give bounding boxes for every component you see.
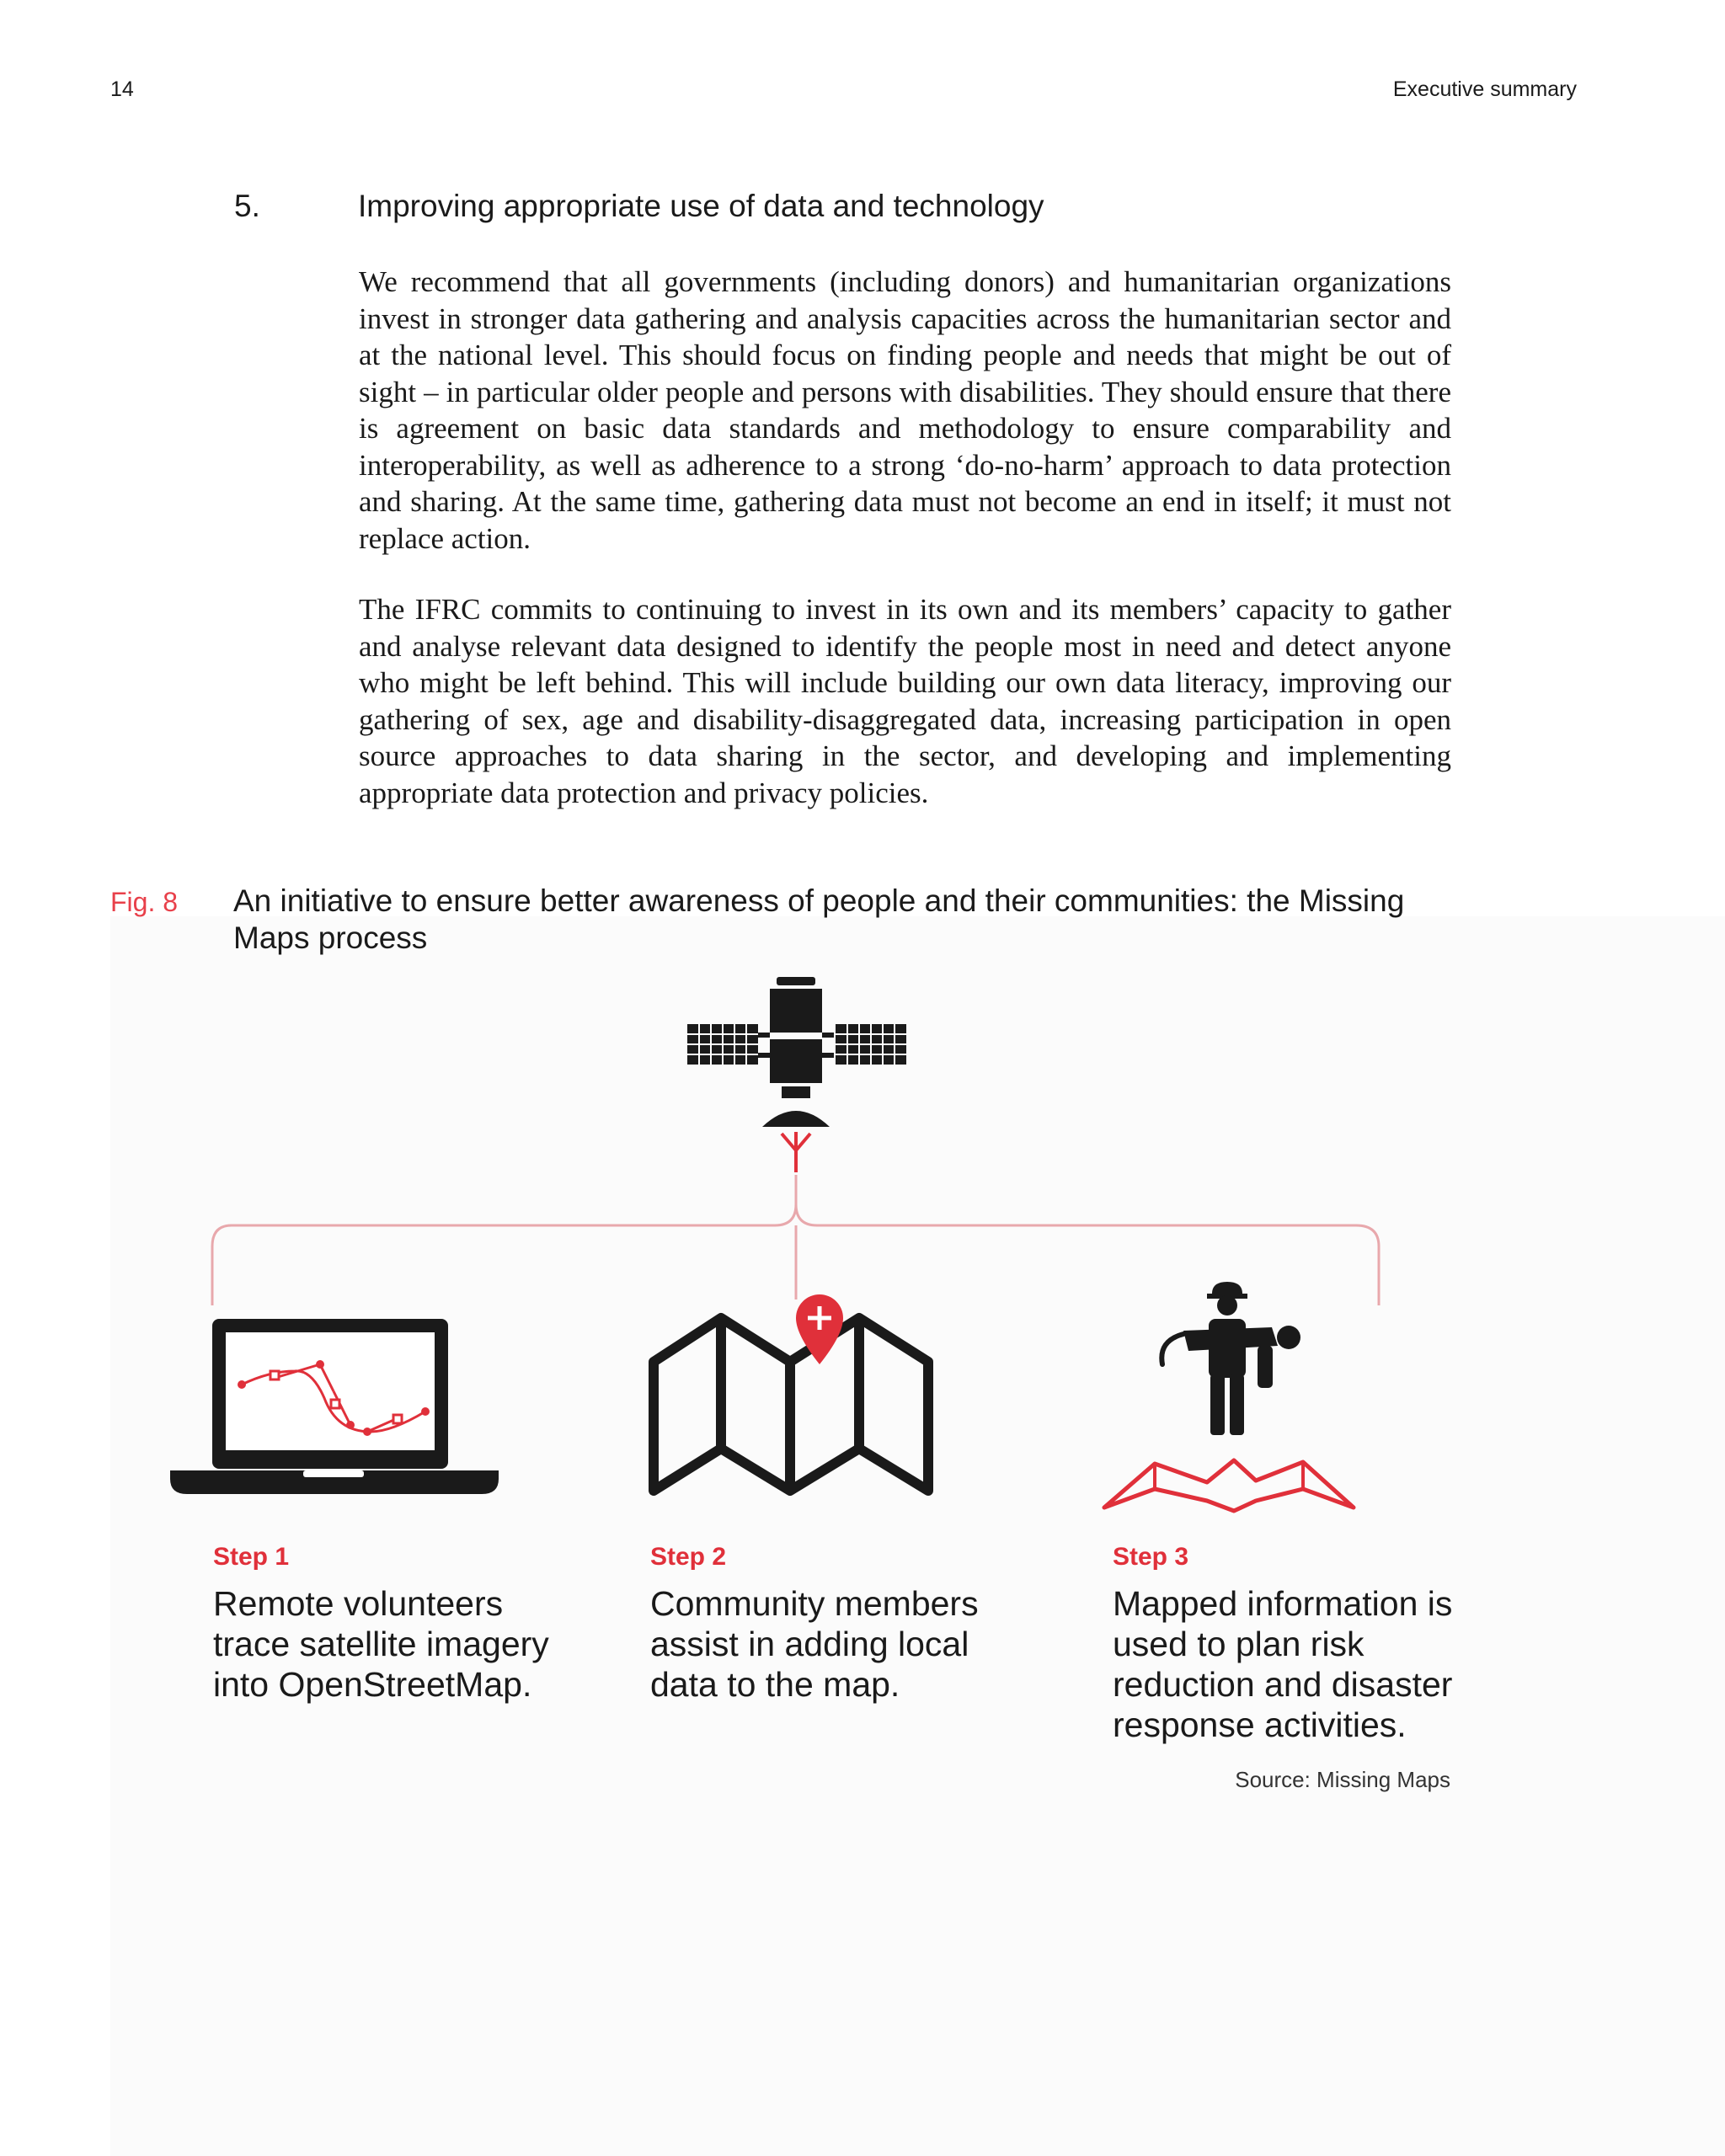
section-number: 5. <box>234 189 260 223</box>
step-2-text: Community members assist in adding local data to the map. <box>650 1584 979 1704</box>
laptop-icon <box>168 1314 505 1499</box>
running-head: Executive summary <box>1392 77 1577 101</box>
map-pin-icon <box>649 1284 935 1499</box>
figure-label: Fig. 8 <box>110 887 179 917</box>
page-number: 14 <box>110 77 134 101</box>
rescuer-icon <box>1099 1280 1360 1512</box>
step-1-text: Remote volunteers trace satellite imagery into OpenStreetMap. <box>213 1584 549 1704</box>
figure-caption: An initiative to ensure better awareness of people and their communities: the Missing Maps process <box>233 883 1405 955</box>
figure-source: Source: Missing Maps <box>1235 1767 1450 1792</box>
body-paragraph-2: The IFRC commits to continuing to invest in its own and its members’ capacity to gather and analyse relevant data designed to identify the people most in need and detect anyone who might be left behind. This will include building our own data literacy, improving our gathering of sex, age and disability-disaggregated data, increasing participation in open source approaches to data sharing in the sector, and developing and implementing appropriate data protection and privacy policies. <box>359 593 1451 809</box>
step-2-label: Step 2 <box>650 1543 727 1571</box>
step-3-text: Mapped information is used to plan risk reduction and disaster response activities. <box>1113 1584 1453 1744</box>
step-3-label: Step 3 <box>1113 1543 1189 1571</box>
figure-panel <box>110 916 1725 2156</box>
satellite-icon <box>682 977 910 1179</box>
body-paragraph-1: We recommend that all governments (including donors) and humanitarian organizations invest in stronger data gathering and analysis capacities across the humanitarian sector and at the national level. This should focus on finding people and needs that might be out of sight – in particular older people and persons with disabilities. They should ensure that there is agreement on basic data standards and methodology to ensure comparability and interoperability, as well as adherence to a strong ‘do-no-harm’ approach to data protection and sharing. At the same time, gathering data must not become an end in itself; it must not replace action. <box>359 265 1451 555</box>
section-title: Improving appropriate use of data and technology <box>358 189 1044 223</box>
step-1-label: Step 1 <box>213 1543 290 1571</box>
